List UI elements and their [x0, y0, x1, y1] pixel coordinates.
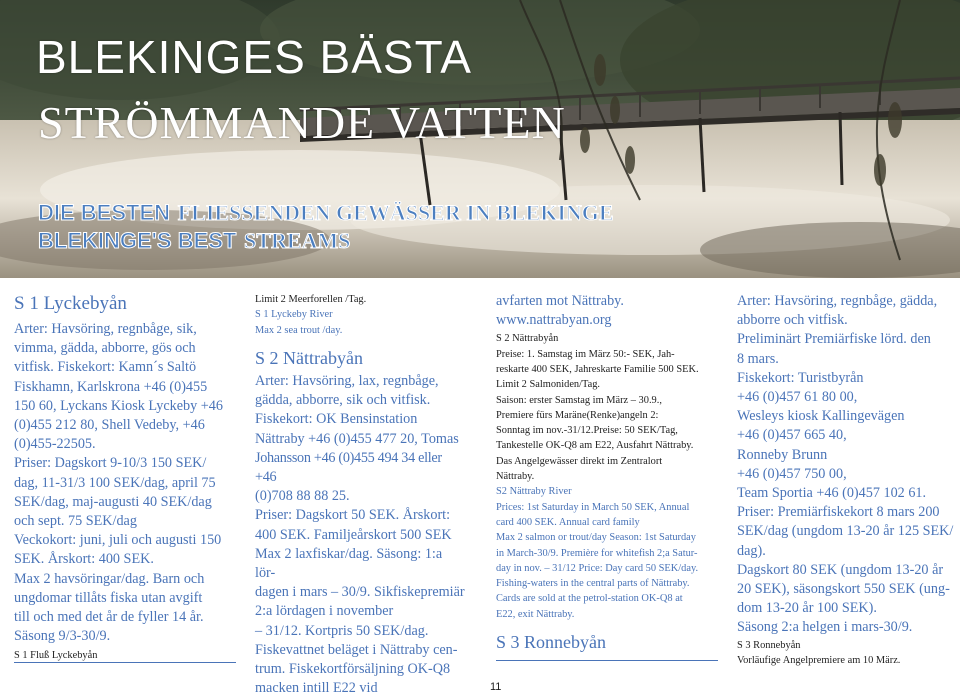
text-line: Wesleys kiosk Kallingevägen — [737, 408, 905, 425]
text-line: Cards are sold at the petrol-station OK-Q8 at — [496, 593, 683, 605]
text-line: abborre och vitfisk. — [737, 312, 848, 329]
text-line: S2 Nättraby River — [496, 486, 572, 498]
text-line: Arter: Havsöring, lax, regnbåge, — [255, 372, 439, 389]
text-line: SEK/dag, maj-augusti 40 SEK/dag — [14, 493, 212, 510]
text-line: gädda, abborre, sik och vitfisk. — [255, 392, 431, 409]
text-line: – 31/12. Kortpris 50 SEK/dag. — [255, 622, 429, 639]
text-line: dagen i mars – 30/9. Sikfiskepremiär — [255, 584, 465, 601]
text-line: +46 (0)457 61 80 00, — [737, 389, 858, 406]
english-limit-line: Max 2 sea trout /day. — [255, 324, 343, 336]
german-limit-line: Limit 2 Meerforellen /Tag. — [255, 294, 367, 305]
text-line: Fiskekort: Turistbyrån — [737, 369, 864, 386]
german-section-s2 — [496, 331, 718, 484]
german-caption-s1: S 1 Fluß Lyckebyån — [14, 650, 98, 662]
text-line: Ronneby Brunn — [737, 446, 828, 463]
column-nattrabyan-continued — [496, 292, 718, 656]
text-line: +46 (0)457 750 00, — [737, 465, 847, 482]
text-line: Dagskort 80 SEK (ungdom 13-20 år — [737, 561, 944, 578]
text-line: macken intill E22 vid — [255, 680, 378, 696]
text-line: Priser: Premiärfiskekort 8 mars 200 — [737, 504, 940, 521]
text-line: Saison: erster Samstag im März – 30.9., — [496, 394, 662, 406]
text-line: SEK/dag (ungdom 13-20 år 125 SEK/ — [737, 523, 954, 540]
text-line: Preise: 1. Samstag im März 50:- SEK, Jah- — [496, 348, 675, 360]
text-line: ungdomar tillåts fiska utan avgift — [14, 589, 203, 606]
text-line: Säsong 9/3-30/9. — [14, 628, 111, 645]
text-line: Sonntag im nov.-31/12.Preise: 50 SEK/Tag, — [496, 425, 678, 437]
text-line: vimma, gädda, abborre, gös och — [14, 340, 196, 357]
text-line: reskarte 400 SEK, Jahreskarte Familie 500 SEK. — [496, 364, 699, 375]
column1-divider — [14, 662, 236, 663]
text-line: S 3 Ronnebyån — [737, 639, 801, 651]
text-line: Max 2 havsöringar/dag. Barn och — [14, 570, 205, 587]
text-line: Veckokort: juni, juli och augusti 150 — [14, 532, 222, 549]
text-line: 20 SEK), säsongskort 550 SEK (ung- — [737, 581, 950, 598]
text-line: Fiskevattnet beläget i Nättraby cen- — [255, 641, 458, 658]
text-line: Priser: Dagskort 9-10/3 150 SEK/ — [14, 455, 207, 472]
text-line: 400 SEK. Familjeårskort 500 SEK — [255, 526, 452, 543]
text-line: dag, 11-31/3 100 SEK/dag, april 75 — [14, 474, 216, 491]
section-body-s1 — [14, 320, 236, 646]
text-line: Nättraby +46 (0)455 477 20, Tomas — [255, 430, 459, 447]
text-line: dag). — [737, 542, 766, 559]
subtitle-english-part2: STREAMS — [244, 228, 351, 253]
subtitle-german-part1: DIE BESTEN — [38, 200, 171, 225]
text-line: Max 2 salmon or trout/day Season: 1st Saturday — [496, 532, 696, 544]
subtitle-german-part2: FLIESSENDEN GEWÄSSER IN BLEKINGE — [177, 200, 614, 225]
column3-divider — [496, 660, 718, 661]
column-lyckebyan — [14, 292, 236, 664]
text-line: Limit 2 Salmoniden/Tag. — [496, 379, 601, 391]
text-line: Fiskekort: OK Bensinstation — [255, 411, 418, 428]
text-line: Säsong 2:a helgen i mars-30/9. — [737, 619, 913, 636]
column-nattrabyan — [255, 292, 465, 696]
text-line: till och med det år de fyller 14 år. — [14, 609, 204, 626]
text-line: E22, exit Nättraby. — [496, 608, 575, 620]
text-line: Premiere fürs Maräne(Renke)angeln 2: — [496, 409, 659, 421]
text-line: trum. Fiskekortförsäljning OK-Q8 — [255, 660, 451, 677]
website-text: www.nattrabyan.org — [496, 312, 612, 329]
text-line: 8 mars. — [737, 350, 779, 367]
text-line: day in nov. – 31/12 Price: Day card 50 SEK/day. — [496, 562, 699, 574]
text-line: avfarten mot Nättraby. — [496, 293, 624, 309]
text-line: Arter: Havsöring, regnbåge, sik, — [14, 321, 197, 337]
section-heading-s1: S 1 Lyckebyån — [14, 293, 127, 314]
section-body-s2 — [255, 372, 465, 696]
title-line-1: BLEKINGES BÄSTA — [36, 31, 472, 83]
section-body-s2-cont — [496, 292, 718, 330]
column-ronnebyan — [737, 292, 957, 668]
text-line: Das Angelgewässer direkt im Zentralort — [496, 455, 663, 467]
text-line: 150 60, Lyckans Kiosk Lyckeby +46 — [14, 397, 223, 414]
text-line: (0)455 212 80, Shell Vedeby, +46 — [14, 417, 205, 434]
english-river-line: S 1 Lyckeby River — [255, 309, 333, 321]
text-line: in March-30/9. Première for whitefish 2;a Satur- — [496, 547, 698, 559]
text-line: Nättraby. — [496, 471, 535, 483]
text-line: Prices: 1st Saturday in March 50 SEK, Annual — [496, 501, 690, 513]
text-line: (0)708 88 88 25. — [255, 488, 350, 505]
title-line-2: STRÖMMANDE VATTEN — [38, 97, 566, 148]
subtitle-english-part1: BLEKINGE'S BEST — [38, 228, 237, 253]
text-line: +46 (0)457 665 40, — [737, 427, 847, 444]
text-line: 2:a lördagen i november — [255, 603, 394, 620]
section-heading-s3: S 3 Ronnebyån — [496, 632, 606, 653]
text-line: dom 13-20 år 100 SEK). — [737, 600, 877, 617]
text-line: Max 2 laxfiskar/dag. Säsong: 1:a lör- — [255, 545, 443, 581]
text-line: Team Sportia +46 (0)457 102 61. — [737, 485, 927, 502]
hero-photo — [0, 0, 960, 278]
text-line: Preliminärt Premiärfiske lörd. den — [737, 331, 931, 348]
text-line: Tankestelle OK-Q8 am E22, Ausfahrt Nättraby. — [496, 440, 694, 452]
text-line: Vorläufige Angelpremiere am 10 März. — [737, 654, 901, 666]
subtitle-german — [38, 200, 614, 226]
text-line: Fishing-waters in the central parts of Nättraby. — [496, 578, 690, 590]
text-line: Arter: Havsöring, regnbåge, gädda, — [737, 293, 938, 309]
text-line: (0)455-22505. — [14, 436, 96, 453]
text-line: Priser: Dagskort 50 SEK. Årskort: — [255, 507, 451, 524]
text-line: Johansson +46 (0)455 494 34 eller +46 — [255, 449, 442, 485]
english-section-s2 — [496, 484, 718, 622]
text-line: och sept. 75 SEK/dag — [14, 513, 137, 530]
text-line: vitfisk. Fiskekort: Kamn´s Saltö — [14, 359, 197, 376]
text-line: SEK. Årskort: 400 SEK. — [14, 551, 154, 568]
subtitle-english — [38, 228, 350, 254]
page-number: 11 — [490, 681, 502, 693]
section-heading-s2: S 2 Nättrabyån — [255, 347, 363, 368]
text-line: card 400 SEK. Annual card family — [496, 516, 640, 528]
german-section-s3 — [737, 638, 957, 669]
section-body-s3 — [737, 292, 957, 638]
text-line: S 2 Nättrabyån — [496, 333, 559, 345]
text-line: Fiskhamn, Karlskrona +46 (0)455 — [14, 378, 208, 395]
